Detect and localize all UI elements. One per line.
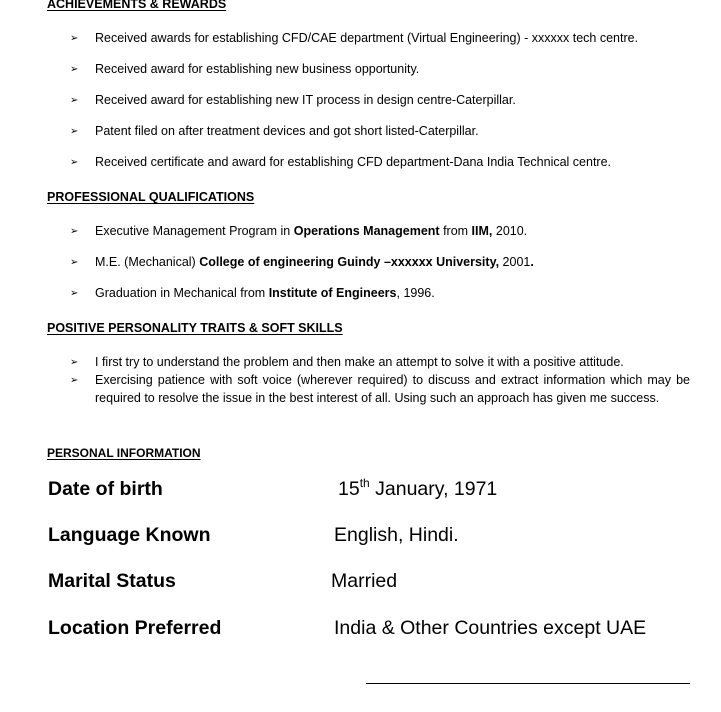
- location-label: Location Preferred: [48, 617, 222, 639]
- list-item: [70, 354, 690, 372]
- arrow-bullet-icon: ➢: [70, 288, 79, 299]
- arrow-bullet-icon: ➢: [70, 95, 79, 106]
- arrow-bullet-icon: ➢: [70, 157, 79, 168]
- achievement-text: Received certificate and award for establishing CFD department-Dana India Technical centre.: [95, 155, 612, 169]
- list-item: [70, 61, 690, 79]
- dob-label: Date of birth: [48, 478, 163, 500]
- arrow-bullet-icon: ➢: [70, 357, 79, 368]
- achievement-text: Patent filed on after treatment devices and got short listed-Caterpillar.: [95, 124, 479, 138]
- dob-value: 15th January, 1971: [338, 476, 498, 500]
- achievement-text: Received award for establishing new business opportunity.: [95, 62, 420, 76]
- arrow-bullet-icon: ➢: [70, 126, 79, 137]
- achievement-text: Received award for establishing new IT process in design centre-Caterpillar.: [95, 93, 516, 107]
- list-item: [70, 372, 690, 407]
- trait-text: Exercising patience with soft voice (wherever required) to discuss and extract information which may be required to resolve the issue in the best interest of all. Using such an approach has given me success.: [95, 373, 690, 405]
- list-item: [70, 30, 690, 48]
- qualifications-heading: PROFESSIONAL QUALIFICATIONS: [47, 190, 255, 204]
- arrow-bullet-icon: ➢: [70, 375, 79, 386]
- qualification-text: Graduation in Mechanical from Institute of Engineers, 1996.: [95, 286, 435, 300]
- arrow-bullet-icon: ➢: [70, 33, 79, 44]
- list-item: [70, 285, 690, 303]
- traits-heading: POSITIVE PERSONALITY TRAITS & SOFT SKILLS: [47, 321, 343, 335]
- signature-line: [366, 683, 690, 684]
- list-item: [70, 223, 690, 241]
- arrow-bullet-icon: ➢: [70, 257, 79, 268]
- language-label: Language Known: [48, 524, 211, 546]
- achievement-text: Received awards for establishing CFD/CAE department (Virtual Engineering) - xxxxxx tech centre.: [95, 31, 639, 45]
- list-item: [70, 123, 690, 141]
- marital-status-value: Married: [331, 570, 398, 592]
- arrow-bullet-icon: ➢: [70, 64, 79, 75]
- achievements-heading: ACHIEVEMENTS & REWARDS: [47, 0, 227, 11]
- language-value: English, Hindi.: [334, 524, 459, 546]
- arrow-bullet-icon: ➢: [70, 226, 79, 237]
- personal-info-heading: PERSONAL INFORMATION: [47, 446, 201, 460]
- qualification-text: Executive Management Program in Operations Management from IIM, 2010.: [95, 224, 528, 238]
- marital-status-label: Marital Status: [48, 570, 176, 592]
- trait-text: I first try to understand the problem and then make an attempt to solve it with a positive attitude.: [95, 355, 624, 369]
- location-value: India & Other Countries except UAE: [334, 617, 647, 639]
- list-item: [70, 92, 690, 110]
- list-item: [70, 254, 690, 272]
- qualification-text: M.E. (Mechanical) College of engineering Guindy –xxxxxx University, 2001.: [95, 255, 534, 269]
- list-item: [70, 154, 690, 172]
